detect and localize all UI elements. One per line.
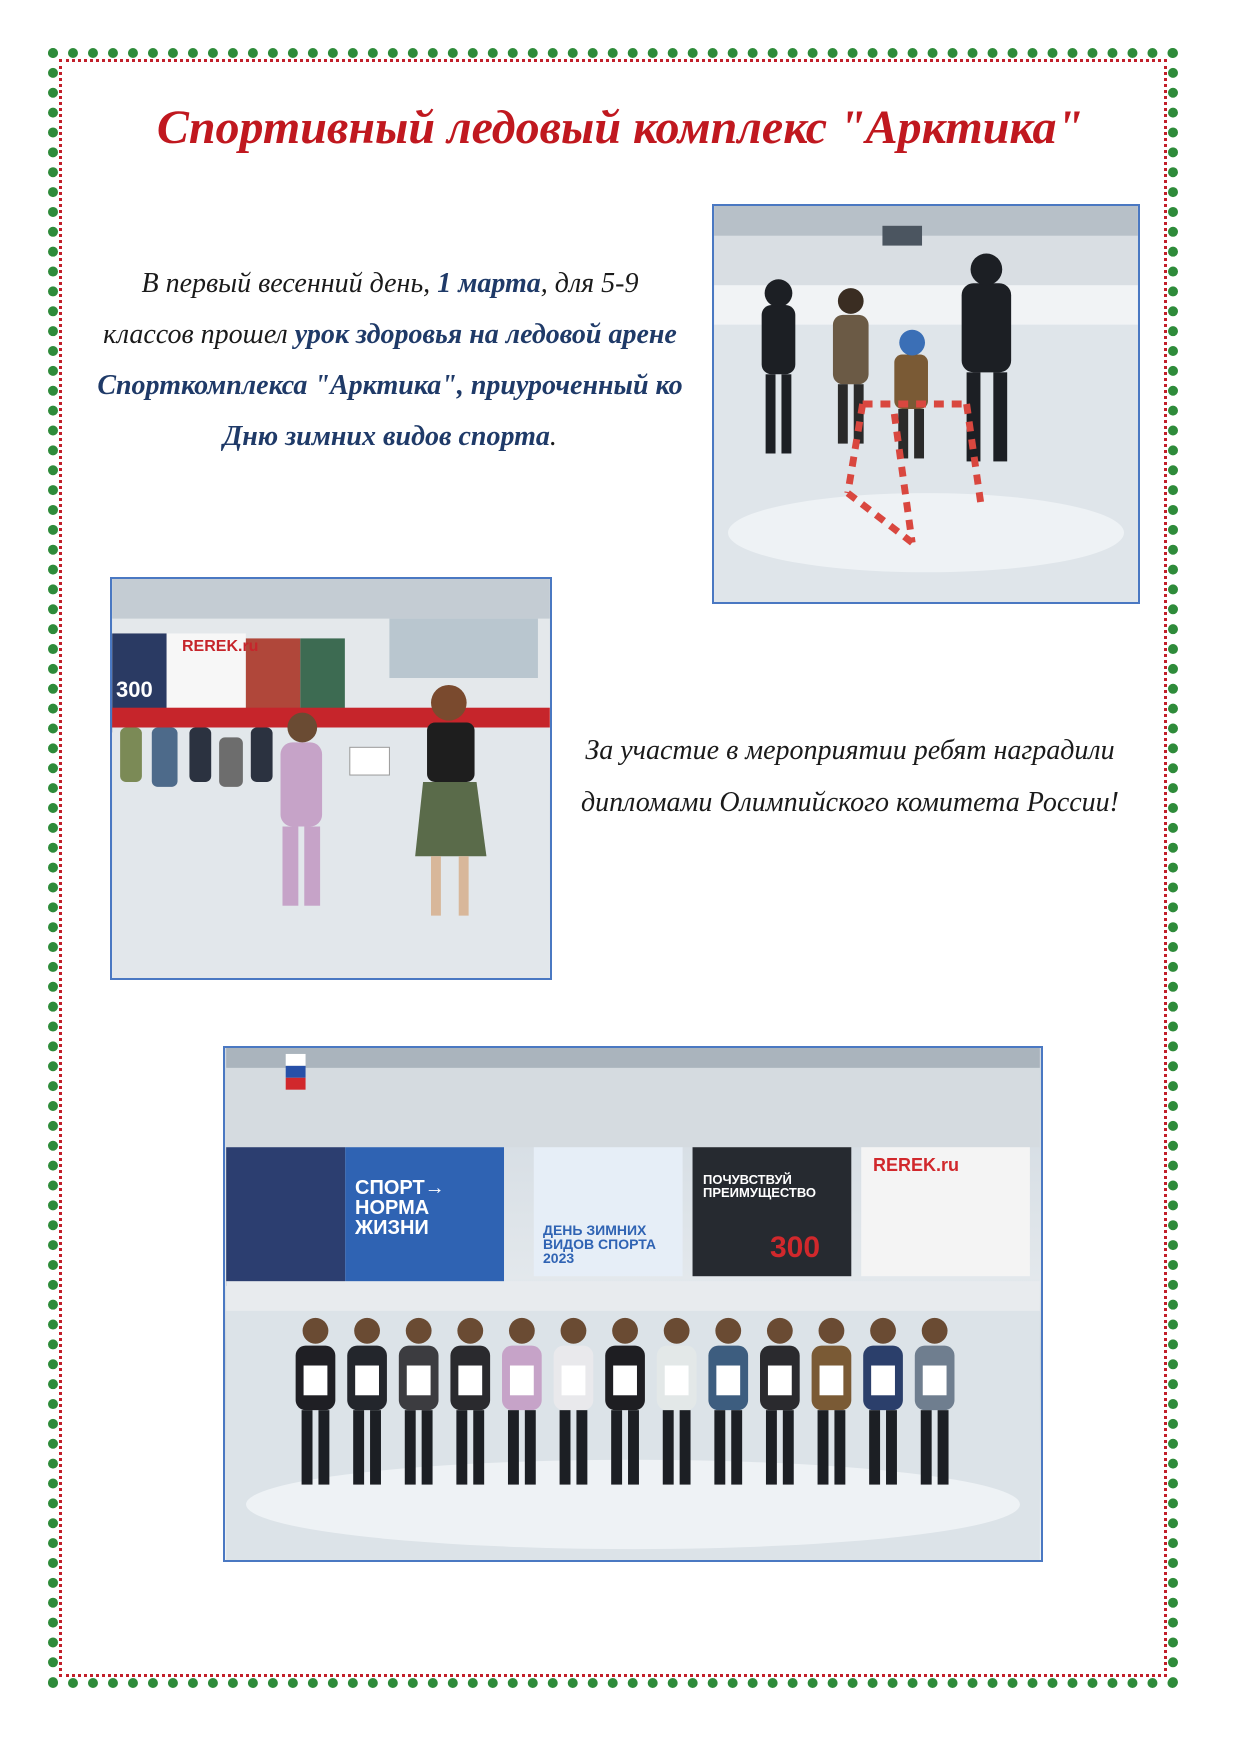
skater-figure <box>605 1318 645 1485</box>
intro-paragraph <box>95 258 685 462</box>
skater-figure <box>708 1318 748 1485</box>
page-title: Спортивный ледовый комплекс "Арктика" <box>156 101 1084 154</box>
skater-figure <box>450 1318 490 1485</box>
photo-group <box>223 1046 1043 1562</box>
intro-text-3: . <box>549 421 557 452</box>
skater-figure <box>296 1318 336 1485</box>
skater-figure <box>554 1318 594 1485</box>
banner-300: 300 <box>116 677 153 702</box>
skater-figure <box>347 1318 387 1485</box>
award-paragraph: За участие в мероприятии ребят наградили дипломами Олимпийского комитета России! <box>580 735 1119 818</box>
intro-highlight: урок здоровья на ледовой арене Спорткомплекса "Арктика", приуроченный ко Дню зимних видов спорта <box>97 319 683 452</box>
photo-diploma-handover-illustration <box>112 579 550 978</box>
skater-figure <box>399 1318 439 1485</box>
skater-figure <box>863 1318 903 1485</box>
intro-date: 1 марта <box>437 268 541 299</box>
intro-text-1: В первый весенний день, <box>141 268 438 299</box>
banner-winter-day: ДЕНЬ ЗИМНИХ ВИДОВ СПОРТА 2023 <box>543 1222 657 1266</box>
skater-figure <box>657 1318 697 1485</box>
banner-rerek: REREK.ru <box>182 638 259 655</box>
intro-text-2: , для 5-9 классов прошел <box>103 268 639 350</box>
photo-skating-practice-illustration <box>714 206 1138 602</box>
skater-figure <box>915 1318 955 1485</box>
skater-figure <box>760 1318 800 1485</box>
banner-feel: ПОЧУВСТВУЙ ПРЕИМУЩЕСТВО <box>703 1172 817 1200</box>
skater-figure <box>812 1318 852 1485</box>
banner-rerek-group: REREK.ru <box>873 1155 960 1175</box>
skater-figure <box>502 1318 542 1485</box>
photo-skating-practice <box>712 204 1140 604</box>
banner-300-group: 300 <box>770 1231 821 1264</box>
banner-sport-norm: СПОРТ→ НОРМА ЖИЗНИ <box>355 1177 445 1239</box>
photo-diploma-handover <box>110 577 552 980</box>
group-skaters <box>225 1048 1041 1560</box>
